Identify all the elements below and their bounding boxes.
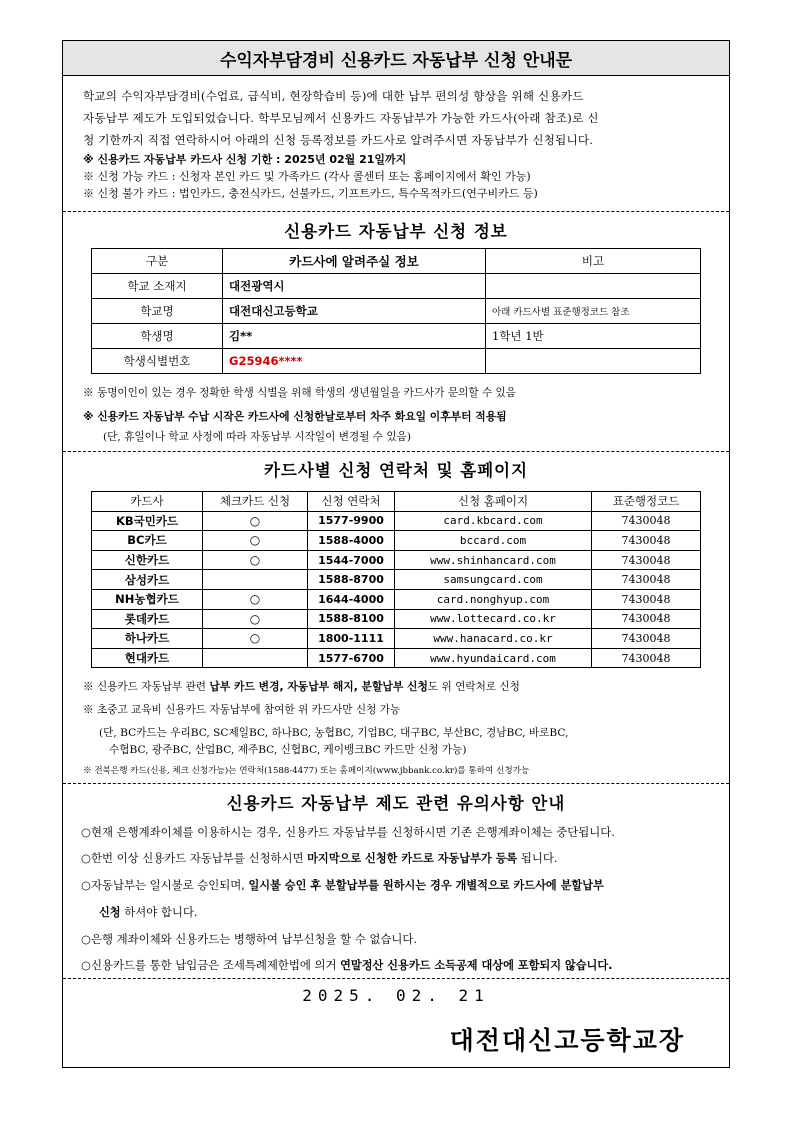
table-row	[92, 570, 701, 590]
row-note	[486, 349, 701, 374]
principal-signature: 대전대신고등학교장	[449, 1026, 685, 1055]
intro-line: 자동납부 제도가 도입되었습니다. 학부모님께서 신용카드 자동납부가 가능한 카드사(아래 참조)로 신	[83, 111, 599, 125]
available-cards-note: ※ 신청 가능 카드 : 신청자 본인 카드 및 가족카드 (각사 콜센터 또는 홈페이지에서 확인 가능)	[83, 170, 531, 183]
homonym-note: ※ 동명이인이 있는 경우 정확한 학생 식별을 위해 학생의 생년월일을 카드사가 문의할 수 있음	[83, 387, 517, 399]
table-row	[92, 531, 701, 551]
caution-text: 하셔야 합니다.	[120, 905, 198, 919]
header-homepage: 신청 홈페이지	[395, 492, 592, 512]
caution-text: ○신용카드를 통한 납입금은 조세특례제한법에 의거	[81, 958, 341, 972]
section1-title: 신용카드 자동납부 신청 정보	[284, 222, 508, 241]
caution-text: ○한번 이상 신용카드 자동납부를 신청하시면	[81, 851, 308, 865]
divider	[63, 211, 729, 212]
card-homepage-link[interactable]: www.hanacard.co.kr	[395, 629, 592, 649]
row-label: 학생식별번호	[92, 349, 223, 374]
card-change-note	[83, 678, 520, 696]
card-homepage-link[interactable]: samsungcard.com	[395, 570, 592, 590]
table-row	[92, 648, 701, 668]
card-phone: 1588-4000	[308, 531, 395, 551]
card-admin-code: 7430048	[592, 629, 701, 649]
table-row	[92, 629, 701, 649]
card-homepage-link[interactable]: bccard.com	[395, 531, 592, 551]
divider	[63, 978, 729, 979]
caution-item-cont	[81, 899, 721, 926]
card-admin-code: 7430048	[592, 511, 701, 531]
table-row	[92, 589, 701, 609]
jbbank-note: ※ 전북은행 카드(신용, 체크 신청가능)는 연락처(1588-4477) 또는 홈페이지(www.jbbank.co.kr)를 통하여 신청가능	[83, 766, 530, 776]
header-card-company: 카드사	[92, 492, 203, 512]
caution-list	[81, 819, 721, 979]
header-check-card: 체크카드 신청	[203, 492, 308, 512]
unavailable-cards-note: ※ 신청 불가 카드 : 법인카드, 충전식카드, 선불카드, 기프트카드, 특수목적카드(연구비카드 등)	[83, 187, 538, 200]
caution-item: ○은행 계좌이체와 신용카드는 병행하여 납부신청을 할 수 없습니다.	[81, 932, 417, 946]
card-name: 롯데카드	[92, 609, 203, 629]
row-label: 학교명	[92, 299, 223, 324]
divider	[63, 451, 729, 452]
caution-bold: 일시불 승인 후 분할납부를 원하시는 경우 개별적으로 카드사에 분할납부	[248, 879, 604, 892]
card-admin-code: 7430048	[592, 570, 701, 590]
caution-item	[81, 845, 721, 872]
card-homepage-link[interactable]: card.nonghyup.com	[395, 589, 592, 609]
card-company-table	[91, 491, 701, 668]
start-date-note: ※ 신용카드 자동납부 수납 시작은 카드사에 신청한날로부터 차주 화요일 이후부터 적용됨	[83, 410, 507, 423]
caution-item	[81, 952, 721, 979]
row-note: 1학년 1반	[486, 324, 701, 349]
document-frame	[62, 40, 730, 1068]
card-name: 하나카드	[92, 629, 203, 649]
intro-line: 학교의 수익자부담경비(수업료, 급식비, 현장학습비 등)에 대한 납부 편의성 향상을 위해 신용카드	[83, 89, 584, 103]
start-date-subnote: (단, 휴일이나 학교 사정에 따라 자동납부 시작일이 변경될 수 있음)	[103, 431, 412, 443]
caution-bold: 마지막으로 신청한 카드로 자동납부가 등록	[307, 852, 518, 865]
intro-line: 청 기한까지 직접 연락하시어 아래의 신청 등록정보를 카드사로 알려주시면 자동납부가 신청됩니다.	[83, 133, 594, 147]
section2-title: 카드사별 신청 연락처 및 홈페이지	[263, 461, 529, 480]
check-mark: ○	[203, 609, 308, 629]
caution-text: 됩니다.	[517, 851, 558, 865]
deadline-note: ※ 신용카드 자동납부 카드사 신청 기한 : 2025년 02월 21일까지	[83, 153, 407, 166]
row-value: 대전대신고등학교	[223, 299, 486, 324]
caution-bold: 신청	[99, 906, 121, 919]
intro-paragraph	[83, 85, 713, 151]
row-label: 학교 소재지	[92, 274, 223, 299]
card-admin-code: 7430048	[592, 648, 701, 668]
participation-note: ※ 초중고 교육비 신용카드 자동납부에 참여한 위 카드사만 신청 가능	[83, 704, 401, 716]
row-note: 아래 카드사별 표준행정코드 참조	[486, 299, 701, 324]
card-change-note-pre: ※ 신용카드 자동납부 관련	[83, 681, 210, 693]
table-header-row	[92, 249, 701, 274]
card-homepage-link[interactable]: card.kbcard.com	[395, 511, 592, 531]
row-value: 김**	[223, 324, 486, 349]
caution-item: ○현재 은행계좌이체를 이용하시는 경우, 신용카드 자동납부를 신청하시면 기존 은행계좌이체는 중단됩니다.	[81, 825, 615, 839]
card-name: NH농협카드	[92, 589, 203, 609]
bc-card-note: (단, BC카드는 우리BC, SC제일BC, 하나BC, 농협BC, 기업BC, 대구BC, 부산BC, 경남BC, 바로BC,	[99, 727, 569, 739]
student-id-value: G25946****	[223, 349, 486, 374]
caution-text: ○자동납부는 일시불로 승인되며,	[81, 878, 249, 892]
card-phone: 1577-6700	[308, 648, 395, 668]
bc-card-note-cont: 수협BC, 광주BC, 산업BC, 제주BC, 신협BC, 케이뱅크BC 카드만 신청 가능)	[109, 744, 467, 756]
caution-bold: 연말정산 신용카드 소득공제 대상에 포함되지 않습니다.	[340, 959, 613, 972]
check-mark: ○	[203, 531, 308, 551]
card-phone: 1588-8100	[308, 609, 395, 629]
section3-title: 신용카드 자동납부 제도 관련 유의사항 안내	[226, 794, 566, 813]
card-admin-code: 7430048	[592, 609, 701, 629]
card-admin-code: 7430048	[592, 531, 701, 551]
application-info-table	[91, 248, 701, 374]
check-mark: ○	[203, 511, 308, 531]
header-admin-code: 표준행정코드	[592, 492, 701, 512]
row-label: 학생명	[92, 324, 223, 349]
application-notes	[83, 151, 723, 202]
check-mark	[203, 570, 308, 590]
table-row	[92, 324, 701, 349]
card-name: BC카드	[92, 531, 203, 551]
card-phone: 1544-7000	[308, 550, 395, 570]
card-admin-code: 7430048	[592, 589, 701, 609]
card-admin-code: 7430048	[592, 550, 701, 570]
table-row	[92, 349, 701, 374]
check-mark: ○	[203, 550, 308, 570]
card-phone: 1577-9900	[308, 511, 395, 531]
card-name: 신한카드	[92, 550, 203, 570]
card-homepage-link[interactable]: www.hyundaicard.com	[395, 648, 592, 668]
header-category: 구분	[92, 249, 223, 274]
table-row	[92, 609, 701, 629]
card-name: 삼성카드	[92, 570, 203, 590]
row-note	[486, 274, 701, 299]
card-change-note-post: 도 위 연락처로 신청	[427, 681, 520, 693]
document-date: 2025. 02. 21	[302, 986, 490, 1005]
check-mark: ○	[203, 589, 308, 609]
check-mark	[203, 648, 308, 668]
card-phone: 1800-1111	[308, 629, 395, 649]
table-row	[92, 511, 701, 531]
table-row	[92, 550, 701, 570]
card-name: 현대카드	[92, 648, 203, 668]
header-info: 카드사에 알려주실 정보	[223, 249, 486, 274]
row-value: 대전광역시	[223, 274, 486, 299]
header-note: 비고	[486, 249, 701, 274]
check-mark: ○	[203, 629, 308, 649]
card-homepage-link[interactable]: www.lottecard.co.kr	[395, 609, 592, 629]
card-change-note-bold: 납부 카드 변경, 자동납부 해지, 분할납부 신청	[209, 680, 428, 693]
header-phone: 신청 연락처	[308, 492, 395, 512]
document-title: 수익자부담경비 신용카드 자동납부 신청 안내문	[63, 41, 729, 76]
divider	[63, 783, 729, 784]
card-phone: 1644-4000	[308, 589, 395, 609]
table-header-row	[92, 492, 701, 512]
card-homepage-link[interactable]: www.shinhancard.com	[395, 550, 592, 570]
card-name: KB국민카드	[92, 511, 203, 531]
caution-item	[81, 872, 721, 899]
card-phone: 1588-8700	[308, 570, 395, 590]
table-row	[92, 274, 701, 299]
table-row	[92, 299, 701, 324]
